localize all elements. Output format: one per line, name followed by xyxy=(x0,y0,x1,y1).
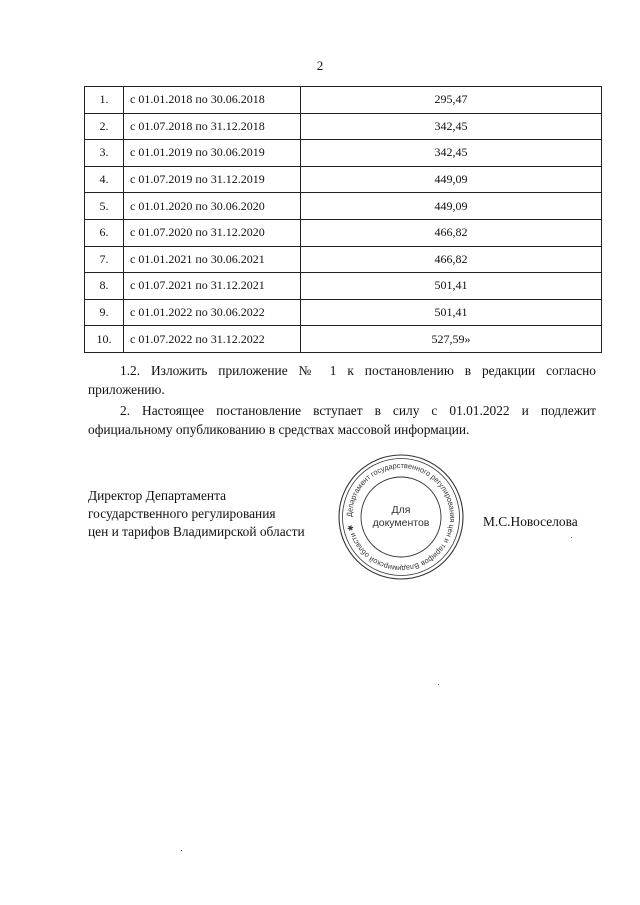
value-cell: 342,45 xyxy=(301,113,602,140)
table-row xyxy=(85,87,602,114)
period-cell: с 01.01.2022 по 30.06.2022 xyxy=(124,299,301,326)
row-number-cell: 10. xyxy=(85,326,124,353)
period-cell: с 01.07.2021 по 31.12.2021 xyxy=(124,273,301,300)
paragraph-1-2: 1.2. Изложить приложение № 1 к постановлению в редакции согласно приложению. xyxy=(88,363,596,397)
value-cell: 449,09 xyxy=(301,166,602,193)
scan-speck xyxy=(438,684,439,685)
scan-speck xyxy=(571,537,572,538)
table-row xyxy=(85,140,602,167)
value-cell: 295,47 xyxy=(301,87,602,114)
table-row xyxy=(85,273,602,300)
value-cell: 501,41 xyxy=(301,273,602,300)
value-cell: 466,82 xyxy=(301,219,602,246)
stamp-center-line-2: документов xyxy=(372,517,430,529)
row-number-cell: 5. xyxy=(85,193,124,220)
value-cell: 342,45 xyxy=(301,140,602,167)
row-number-cell: 6. xyxy=(85,219,124,246)
row-number-cell: 2. xyxy=(85,113,124,140)
row-number-cell: 8. xyxy=(85,273,124,300)
period-cell: с 01.07.2018 по 31.12.2018 xyxy=(124,113,301,140)
value-cell: 501,41 xyxy=(301,299,602,326)
page-number: 2 xyxy=(316,58,324,73)
period-cell: с 01.07.2019 по 31.12.2019 xyxy=(124,166,301,193)
scan-speck xyxy=(181,850,182,851)
table-row xyxy=(85,193,602,220)
official-stamp xyxy=(336,452,466,582)
signature-title-line-1: Директор Департамента xyxy=(88,488,227,503)
row-number-cell: 7. xyxy=(85,246,124,273)
paragraph-2: 2. Настоящее постановление вступает в силу с 01.01.2022 и подлежит официальному опубликованию в средствах массовой информации. xyxy=(88,403,596,437)
tariff-table xyxy=(84,86,602,353)
row-number-cell: 1. xyxy=(85,87,124,114)
period-cell: с 01.07.2022 по 31.12.2022 xyxy=(124,326,301,353)
period-cell: с 01.01.2020 по 30.06.2020 xyxy=(124,193,301,220)
row-number-cell: 3. xyxy=(85,140,124,167)
table-row xyxy=(85,166,602,193)
period-cell: с 01.07.2020 по 31.12.2020 xyxy=(124,219,301,246)
tariff-table-body xyxy=(85,87,602,353)
period-cell: с 01.01.2019 по 30.06.2019 xyxy=(124,140,301,167)
value-cell: 527,59» xyxy=(301,326,602,353)
table-row xyxy=(85,246,602,273)
table-row xyxy=(85,299,602,326)
stamp-ring-text: Департамент государственного регулирования цен и тарифов Владимирской области ✱ xyxy=(344,460,458,574)
row-number-cell: 4. xyxy=(85,166,124,193)
period-cell: с 01.01.2018 по 30.06.2018 xyxy=(124,87,301,114)
period-cell: с 01.01.2021 по 30.06.2021 xyxy=(124,246,301,273)
row-number-cell: 9. xyxy=(85,299,124,326)
stamp-center-line-1: Для xyxy=(391,504,411,516)
signer-name: М.С.Новоселова xyxy=(483,514,578,529)
table-row xyxy=(85,113,602,140)
value-cell: 466,82 xyxy=(301,246,602,273)
table-row xyxy=(85,219,602,246)
table-row xyxy=(85,326,602,353)
value-cell: 449,09 xyxy=(301,193,602,220)
signature-title-line-3: цен и тарифов Владимирской области xyxy=(88,524,305,539)
signature-title-line-2: государственного регулирования xyxy=(88,506,276,521)
signature-block xyxy=(88,487,305,541)
